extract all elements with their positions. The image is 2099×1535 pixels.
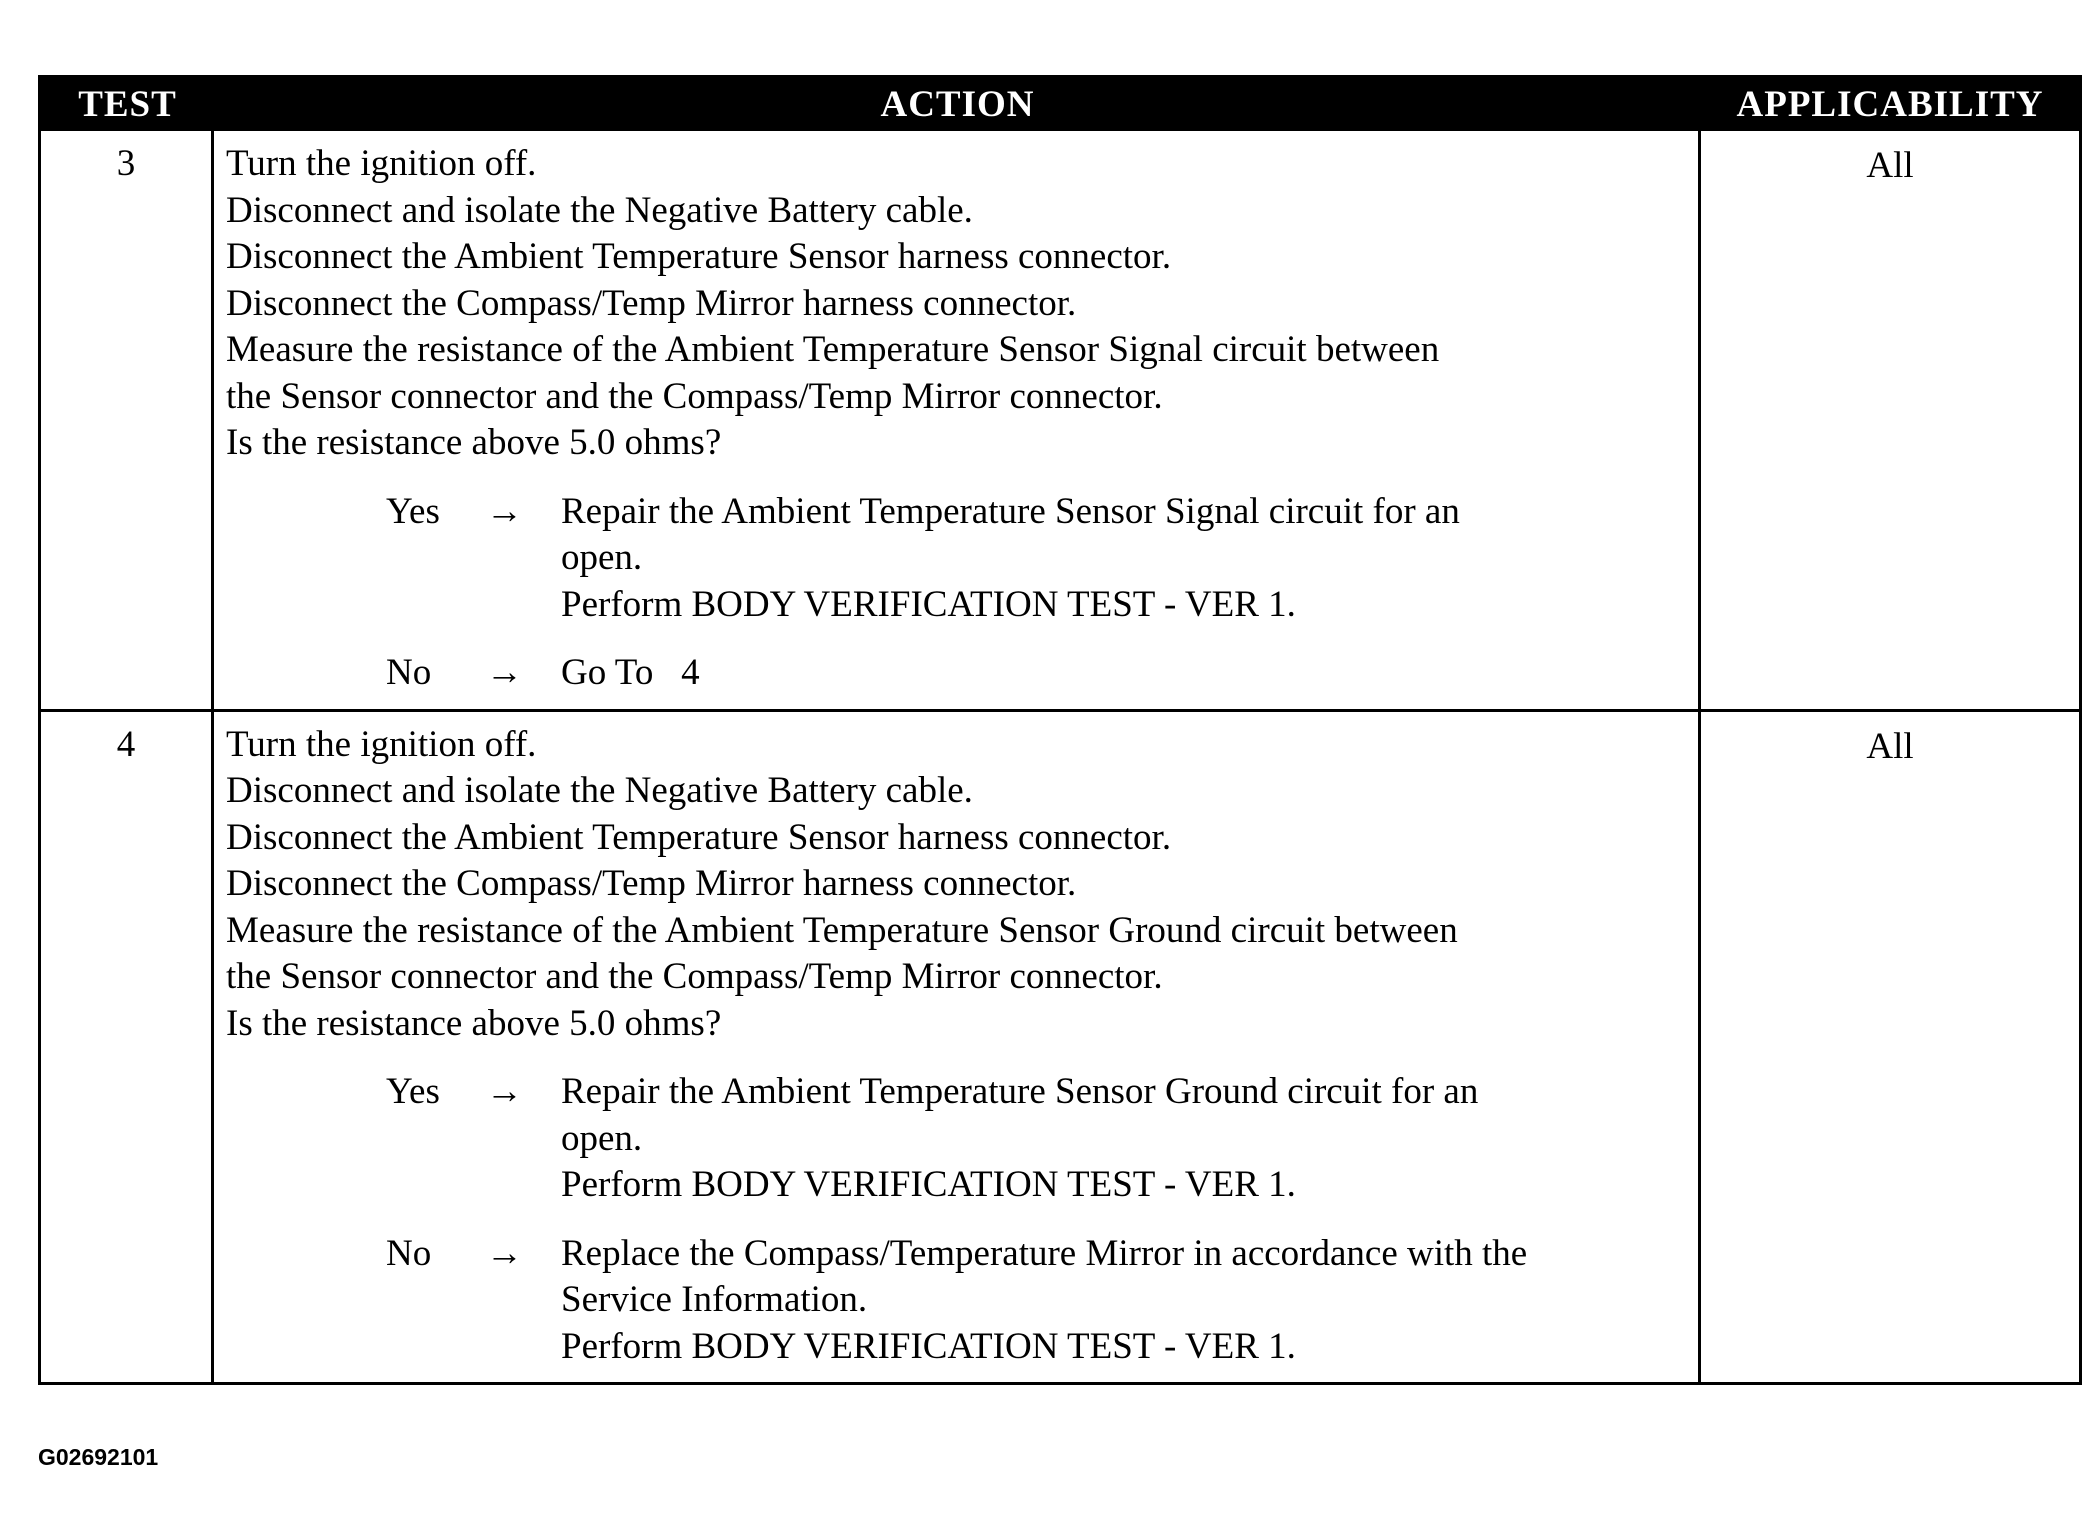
test-number: 4 [41,712,214,1383]
result-line: Service Information. [561,1279,868,1320]
result-line: Repair the Ambient Temperature Sensor Signal circuit for an [561,490,1460,532]
action-step: Disconnect the Compass/Temp Mirror harness connector. [226,863,1077,904]
action-step: Measure the resistance of the Ambient Temperature Sensor Ground circuit between [226,909,1458,951]
no-result [561,650,1686,697]
result-line: Perform BODY VERIFICATION TEST - VER 1. [561,583,1296,625]
applicability-value: All [1866,145,1914,186]
figure-id: G02692101 [38,1444,159,1470]
result-line: Go To 4 [561,652,700,693]
arrow-right-icon: → [486,1232,523,1274]
result-line: Repair the Ambient Temperature Sensor Ground circuit for an [561,1071,1479,1112]
result-line: Perform BODY VERIFICATION TEST - VER 1. [561,1164,1296,1205]
yes-label: Yes [386,1071,440,1112]
action-step: Disconnect and isolate the Negative Battery cable. [226,770,973,811]
table-header-row [41,78,2079,131]
action-cell [214,131,1701,709]
yes-answer [226,489,1686,629]
action-step: Measure the resistance of the Ambient Temperature Sensor Signal circuit between [226,329,1440,370]
action-step: Disconnect the Ambient Temperature Sensor harness connector. [226,816,1172,858]
arrow-right-icon: → [486,1071,523,1112]
result-line: Perform BODY VERIFICATION TEST - VER 1. [561,1325,1296,1367]
result-line: Replace the Compass/Temperature Mirror in accordance with the [561,1232,1528,1274]
applicability-value: All [1866,725,1914,767]
table-row [41,709,2079,1383]
action-step: Turn the ignition off. [226,723,537,765]
action-question: Is the resistance above 5.0 ohms? [226,1002,722,1044]
header-action: ACTION [880,84,1035,125]
action-step: Turn the ignition off. [226,143,537,184]
result-line: open. [561,537,643,578]
header-applicability: APPLICABILITY [1736,84,2044,125]
action-cell [214,712,1701,1383]
yes-result [561,489,1686,629]
action-step: Disconnect the Compass/Temp Mirror harness connector. [226,282,1077,324]
arrow-right-icon: → [486,652,523,693]
diagnostic-test-table [38,75,2082,1385]
result-line: open. [561,1117,643,1159]
no-label: No [386,652,432,693]
no-answer [226,1231,1686,1371]
table-row [41,131,2079,709]
arrow-right-icon: → [486,490,523,532]
action-step: Disconnect and isolate the Negative Battery cable. [226,189,973,231]
action-step: Disconnect the Ambient Temperature Sensor harness connector. [226,236,1172,277]
yes-result [561,1069,1686,1209]
action-step: the Sensor connector and the Compass/Temp Mirror connector. [226,375,1163,417]
no-label: No [386,1232,432,1274]
test-number: 3 [41,131,214,709]
yes-label: Yes [386,490,440,532]
no-answer [226,650,1686,697]
header-test: TEST [78,84,177,125]
no-result [561,1231,1686,1371]
action-step: the Sensor connector and the Compass/Temp Mirror connector. [226,956,1163,997]
action-question: Is the resistance above 5.0 ohms? [226,422,722,463]
yes-answer [226,1069,1686,1209]
